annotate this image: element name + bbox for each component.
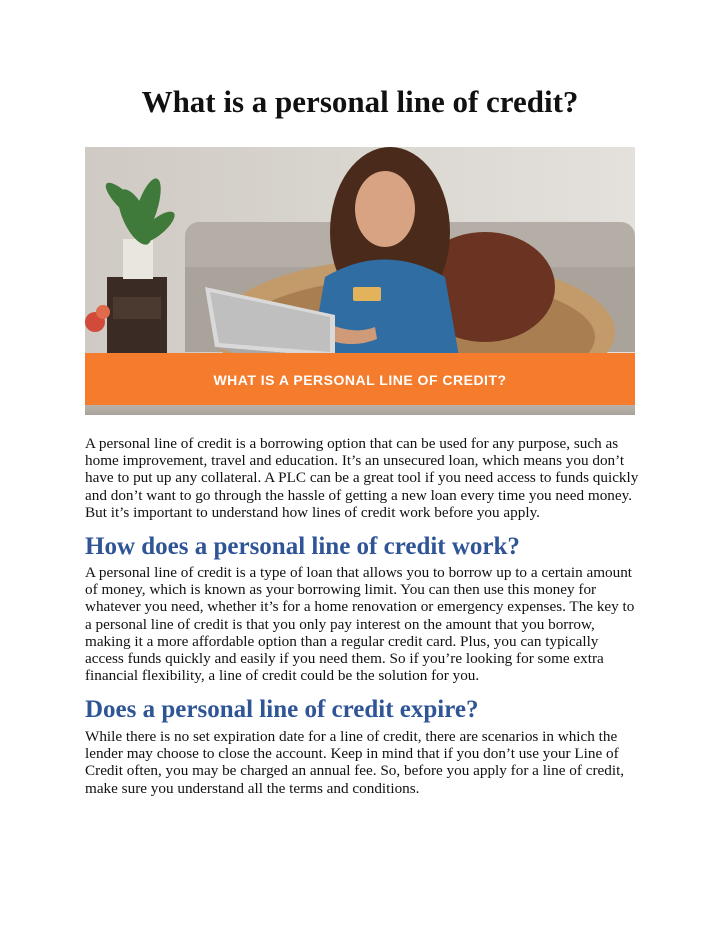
section-body-expire: While there is no set expiration date for a line of credit, there are scenarios in which the lender may choose to close the account. Keep in mind that if you don’t use your Line of Credit often, you may be charged an annual fee. So, before you apply for a line of credit, make sure you understand all the terms and conditions. — [85, 728, 625, 797]
page-title: What is a personal line of credit? — [141, 84, 579, 119]
section-heading-how-it-works: How does a personal line of credit work? — [85, 533, 520, 560]
hero-image — [85, 147, 635, 415]
banner-text: WHAT IS A PERSONAL LINE OF CREDIT? — [213, 372, 507, 388]
side-table — [107, 277, 167, 362]
intro-paragraph: A personal line of credit is a borrowing option that can be used for any purpose, such as home improvement, travel and education. It’s an unsecured loan, which means you don’t have to put up any collateral. A PLC can be a great tool if you need access to funds quickly and don’t want to go through the hassle of getting a new loan every time you need money. But it’s important to understand how lines of credit work before you apply. — [85, 435, 639, 521]
section-heading-expire: Does a personal line of credit expire? — [85, 696, 479, 723]
credit-card-image — [353, 287, 381, 301]
woman-face — [355, 171, 415, 247]
plant-pot — [123, 239, 153, 279]
section-body-how-it-works: A personal line of credit is a type of loan that allows you to borrow up to a certain amount of money, which is known as your borrowing limit. You can then use this money for whatever you need, whether it’s for a home renovation or emergency expenses. The key to a personal line of credit is that you only pay interest on the amount that you borrow, making it a more affordable option than a regular credit card. Plus, you can typically access funds quickly and easily if you need them. So if you’re looking for some extra financial flexibility, a line of credit could be the solution for you. — [85, 564, 635, 685]
